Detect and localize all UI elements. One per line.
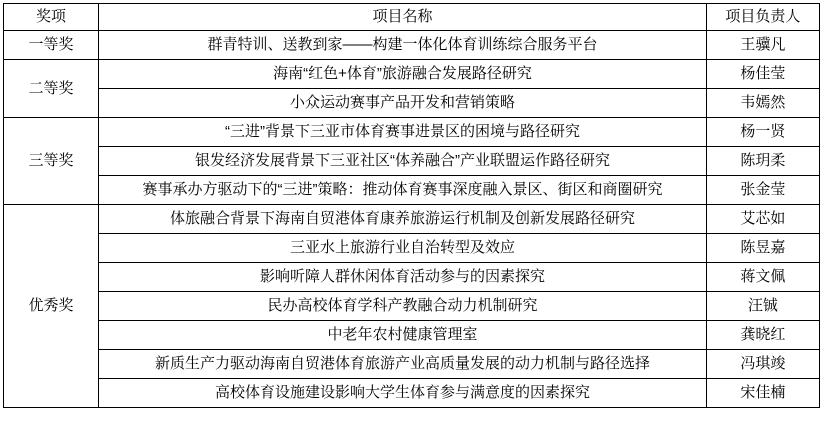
table-row [4, 292, 820, 321]
project-title: 高校体育设施建设影响大学生体育参与满意度的因素探究 [99, 379, 707, 408]
column-header-award: 奖项 [4, 4, 99, 31]
table-row [4, 60, 820, 89]
project-leader: 汪铖 [706, 292, 819, 321]
award-group-label: 一等奖 [4, 31, 99, 60]
project-leader: 宋佳楠 [706, 379, 819, 408]
project-title: 三亚水上旅游行业自治转型及效应 [99, 234, 707, 263]
project-leader: 龚晓红 [706, 321, 819, 350]
project-leader: 杨佳莹 [706, 60, 819, 89]
column-header-project-title: 项目名称 [99, 4, 707, 31]
table-row [4, 263, 820, 292]
award-table [3, 3, 820, 408]
project-title: 群青特训、送教到家——构建一体化体育训练综合服务平台 [99, 31, 707, 60]
table-row [4, 118, 820, 147]
table-row [4, 89, 820, 118]
award-group-label: 优秀奖 [4, 205, 99, 408]
project-leader: 杨一贤 [706, 118, 819, 147]
project-title: 中老年农村健康管理室 [99, 321, 707, 350]
table-row [4, 176, 820, 205]
project-title: 海南“红色+体育”旅游融合发展路径研究 [99, 60, 707, 89]
table-row [4, 205, 820, 234]
project-title: 民办高校体育学科产教融合动力机制研究 [99, 292, 707, 321]
table-body [4, 31, 820, 408]
table-row [4, 234, 820, 263]
project-leader: 张金莹 [706, 176, 819, 205]
project-title: 赛事承办方驱动下的“三进”策略：推动体育赛事深度融入景区、街区和商圈研究 [99, 176, 707, 205]
project-title: 银发经济发展背景下三亚社区“体养融合”产业联盟运作路径研究 [99, 147, 707, 176]
table-header-row [4, 4, 820, 31]
award-group-label: 三等奖 [4, 118, 99, 205]
project-leader: 冯琪竣 [706, 350, 819, 379]
table-row [4, 379, 820, 408]
table-row [4, 321, 820, 350]
project-leader: 艾芯如 [706, 205, 819, 234]
project-title: 影响听障人群休闲体育活动参与的因素探究 [99, 263, 707, 292]
project-title: “三进”背景下三亚市体育赛事进景区的困境与路径研究 [99, 118, 707, 147]
project-leader: 韦嫣然 [706, 89, 819, 118]
table-row [4, 350, 820, 379]
project-leader: 王骥凡 [706, 31, 819, 60]
project-leader: 陈昱嘉 [706, 234, 819, 263]
project-title: 小众运动赛事产品开发和营销策略 [99, 89, 707, 118]
project-title: 新质生产力驱动海南自贸港体育旅游产业高质量发展的动力机制与路径选择 [99, 350, 707, 379]
table-row [4, 31, 820, 60]
table-row [4, 147, 820, 176]
project-leader: 陈玥柔 [706, 147, 819, 176]
award-group-label: 二等奖 [4, 60, 99, 118]
column-header-project-leader: 项目负责人 [706, 4, 819, 31]
project-title: 体旅融合背景下海南自贸港体育康养旅游运行机制及创新发展路径研究 [99, 205, 707, 234]
project-leader: 蒋文佩 [706, 263, 819, 292]
